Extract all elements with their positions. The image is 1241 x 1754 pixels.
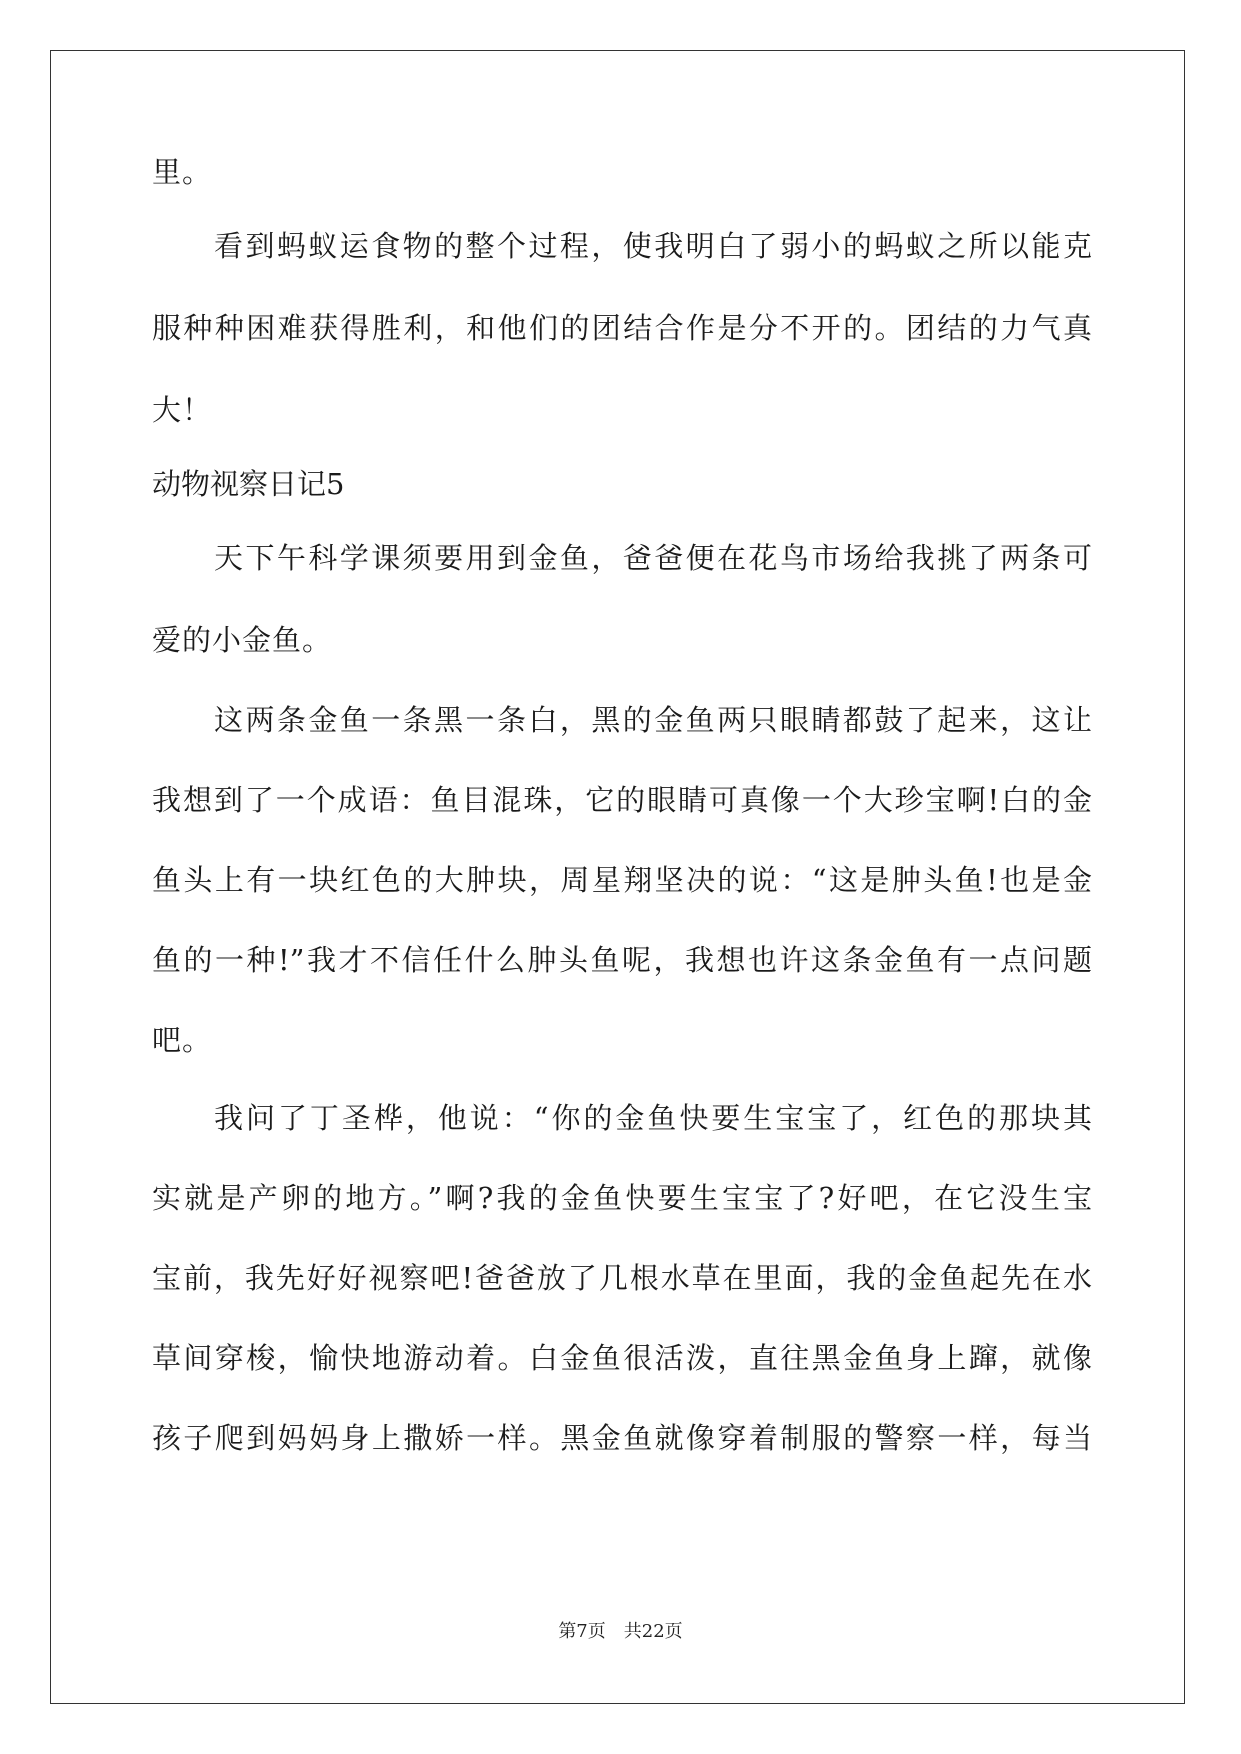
paragraph-line: 鱼头上有一块红色的大肿块，周星翔坚决的说：“这是肿头鱼!也是金 <box>152 863 1092 897</box>
paragraph-line: 天下午科学课须要用到金鱼，爸爸便在花鸟市场给我挑了两条可 <box>214 541 1092 575</box>
paragraph-line: 服种种困难获得胜利，和他们的团结合作是分不开的。团结的力气真 <box>152 311 1092 345</box>
paragraph-line: 鱼的一种!”我才不信任什么肿头鱼呢，我想也许这条金鱼有一点问题 <box>152 943 1092 977</box>
paragraph-line: 看到蚂蚁运食物的整个过程，使我明白了弱小的蚂蚁之所以能克 <box>214 229 1092 263</box>
paragraph-line: 我问了丁圣桦，他说：“你的金鱼快要生宝宝了，红色的那块其 <box>214 1101 1092 1135</box>
paragraph-line: 吧。 <box>152 1023 213 1057</box>
paragraph-line: 孩子爬到妈妈身上撒娇一样。黑金鱼就像穿着制服的警察一样，每当 <box>152 1421 1092 1455</box>
paragraph-line: 我想到了一个成语：鱼目混珠，它的眼睛可真像一个大珍宝啊!白的金 <box>152 783 1092 817</box>
paragraph-line: 爱的小金鱼。 <box>152 623 333 657</box>
paragraph-line: 里。 <box>152 155 213 189</box>
paragraph-line: 这两条金鱼一条黑一条白，黑的金鱼两只眼睛都鼓了起来，这让 <box>214 703 1092 737</box>
paragraph-line: 大！ <box>152 393 213 427</box>
section-heading: 动物视察日记5 <box>152 467 345 501</box>
paragraph-line: 宝前，我先好好视察吧!爸爸放了几根水草在里面，我的金鱼起先在水 <box>152 1261 1092 1295</box>
paragraph-line: 实就是产卵的地方。”啊?我的金鱼快要生宝宝了?好吧，在它没生宝 <box>152 1181 1092 1215</box>
page-number: 第7页 共22页 <box>558 1621 683 1642</box>
paragraph-line: 草间穿梭，愉快地游动着。白金鱼很活泼，直往黑金鱼身上蹿，就像 <box>152 1341 1092 1375</box>
